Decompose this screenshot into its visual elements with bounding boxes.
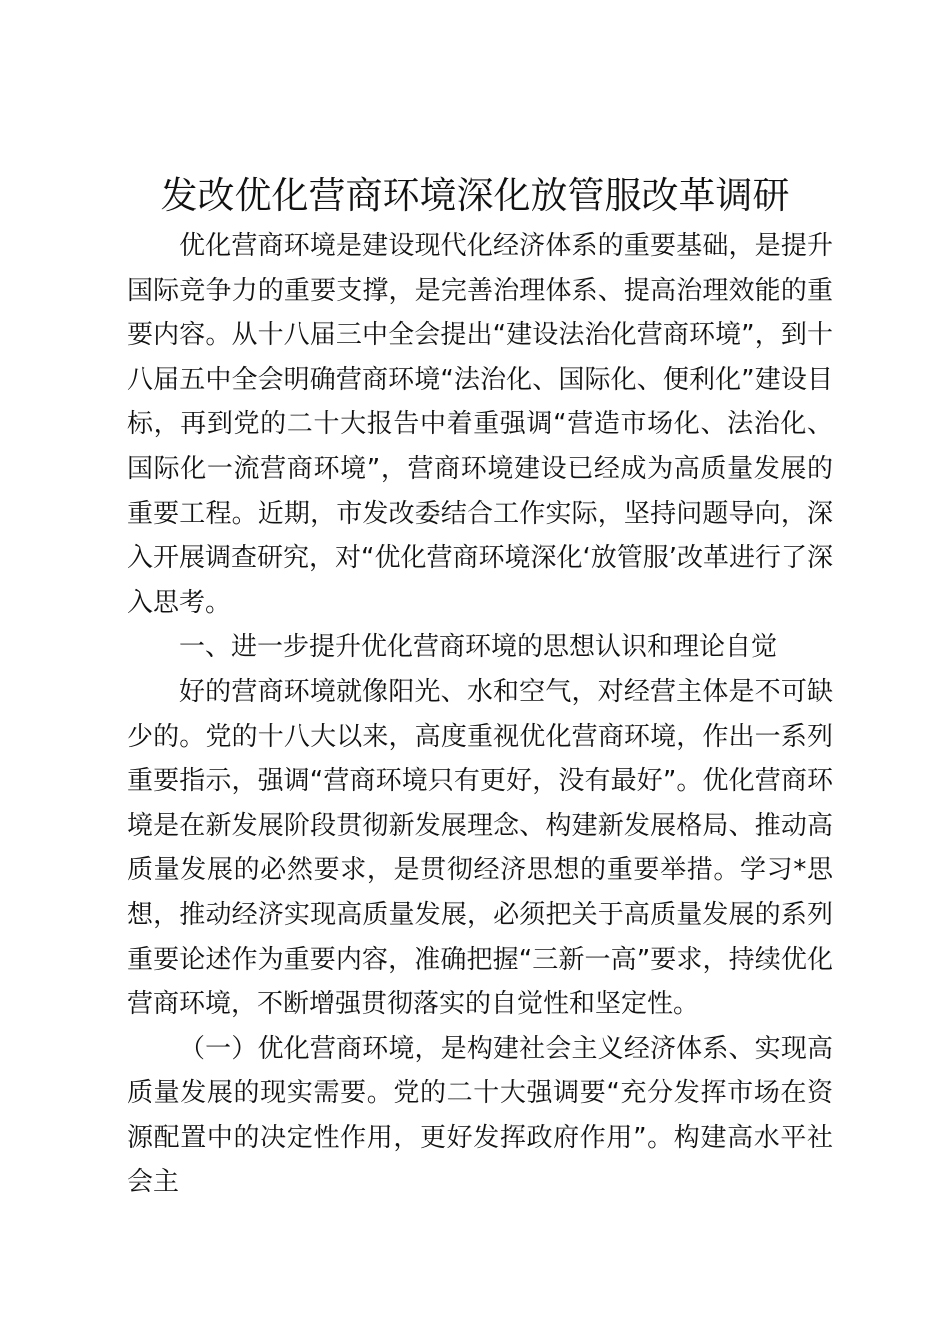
section-heading-1: 一、进一步提升优化营商环境的思想认识和理论自觉 bbox=[179, 632, 778, 663]
paragraph-section-1: 好的营商环境就像阳光、水和空气，对经营主体是不可缺少的。党的十八大以来，高度重视优化营商环境，作出一系列重要指示，强调“营商环境只有更好，没有最好”。优化营商环境是在新发展阶段贯彻新发展理念、构建新发展格局、推动高质量发展的必然要求，是贯彻经济思想的重要举措。学习*思想，推动经济实现高质量发展，必须把关于高质量发展的系列重要论述作为重要内容，准确把握“三新一高”要求，持续优化营商环境，不断增强贯彻落实的自觉性和坚定性。 bbox=[127, 676, 833, 1020]
document-body bbox=[127, 224, 833, 1205]
paragraph-subsection-1: （一）优化营商环境，是构建社会主义经济体系、实现高质量发展的现实需要。党的二十大强调要“充分发挥市场在资源配置中的决定性作用，更好发挥政府作用”。构建高水平社会主 bbox=[127, 1033, 833, 1198]
paragraph-intro: 优化营商环境是建设现代化经济体系的重要基础，是提升国际竞争力的重要支撑，是完善治理体系、提高治理效能的重要内容。从十八届三中全会提出“建设法治化营商环境”，到十八届五中全会明确营商环境“法治化、国际化、便利化”建设目标，再到党的二十大报告中着重强调“营造市场化、法治化、国际化一流营商环境”，营商环境建设已经成为高质量发展的重要工程。近期，市发改委结合工作实际，坚持问题导向，深入开展调查研究，对“优化营商环境深化‘放管服’改革进行了深入思考。 bbox=[127, 231, 833, 618]
document-title: 发改优化营商环境深化放管服改革调研 bbox=[160, 174, 790, 217]
